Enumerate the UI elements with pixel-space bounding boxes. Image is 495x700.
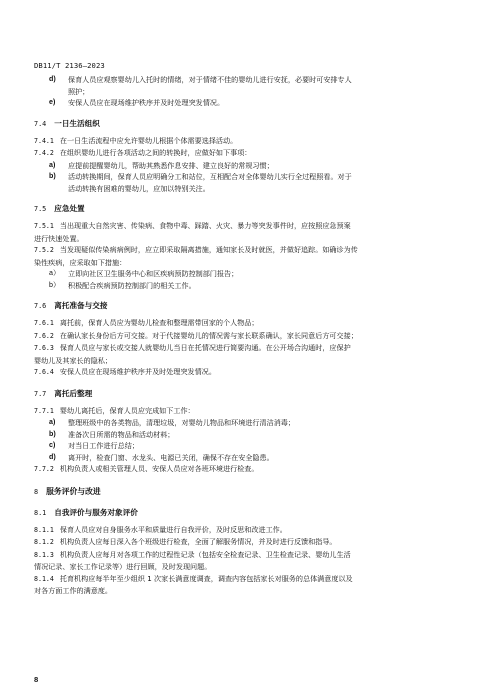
clause-text: 当发现疑似传染病病例时，应立即采取隔离措施，通知家长及时就医，并做好追踪。如确诊为传 (59, 245, 358, 254)
clause-continuation (34, 561, 464, 573)
clause-text: 染性疾病，应采取如下措施： (34, 257, 127, 267)
clause-paragraph (34, 244, 464, 257)
list-item (34, 160, 464, 172)
clause-text: 在组织婴幼儿进行各项活动之间的转换时，应做好如下事项： (59, 148, 252, 157)
list-marker: c) (49, 441, 56, 449)
list-item-text: 照护； (68, 86, 90, 96)
list-item (34, 74, 464, 86)
clause-text: 当出现重大自然灾害、传染病、食物中毒、踩踏、火灾、暴力等突发事件时，应按照应急预案 (59, 221, 351, 230)
heading-number: 7.5 (34, 205, 47, 213)
document-body (34, 74, 464, 597)
document-id: DB11/T 2136—2023 (34, 61, 105, 70)
list-item (34, 97, 464, 109)
list-item-text: 安保人员应在现场维护秩序并及时处理突发情况。 (68, 98, 225, 107)
list-item (34, 440, 464, 452)
section-heading (34, 486, 464, 498)
clause-text: 对各方面工作的满意度。 (34, 586, 113, 595)
clause-text: 在一日生活流程中应允许婴幼儿根据个体需要选择活动。 (59, 135, 238, 145)
clause-paragraph (34, 405, 464, 418)
heading-number: 7.6 (34, 302, 47, 310)
heading-number: 7.7 (34, 389, 47, 398)
clause-paragraph (34, 330, 464, 343)
list-item-text: 整理班级中的各类物品，清理垃圾，对婴幼儿物品和环境进行清洁消毒； (68, 418, 295, 427)
list-item (34, 171, 464, 183)
page-number: 8 (34, 675, 39, 684)
subsection-heading (34, 388, 464, 400)
clause-paragraph (34, 536, 464, 549)
clause-number: 8.1.2 (34, 538, 54, 546)
clause-text: 安保人员应在现场维护秩序并及时处理突发情况。 (59, 367, 216, 376)
clause-text: 保育人员应与家长或交接人就婴幼儿当日在托情况进行简要沟通。在公开场合沟通时，应保护 (59, 343, 351, 352)
clause-text: 机构负责人应每月对各项工作的过程性记录（包括安全检查记录、卫生检查记录、婴幼儿生活 (59, 549, 351, 559)
clause-paragraph (34, 220, 464, 233)
list-item (34, 280, 464, 292)
clause-paragraph (34, 549, 464, 562)
clause-text: 婴幼儿离托后，保育人员应完成如下工作： (59, 405, 195, 415)
clause-text: 机构负责人应每日深入各个班级进行检查，全面了解服务情况，并及时进行反馈和指导。 (59, 537, 337, 546)
clause-continuation (34, 257, 464, 269)
list-item-text: 准备次日所需的物品和活动材料； (68, 429, 175, 439)
clause-number: 7.7.1 (34, 406, 54, 415)
subsection-heading (34, 118, 464, 130)
list-marker: b) (49, 429, 56, 438)
clause-text: 进行快速处置。 (34, 233, 84, 243)
list-indent (34, 86, 54, 98)
clause-text: 离托前，保育人员应为婴幼儿检查和整理需带回家的个人物品； (59, 318, 259, 327)
list-item-text: 积极配合疾病预防控制部门的相关工作。 (68, 280, 196, 290)
list-item-text: 对当日工作进行总结； (68, 441, 139, 450)
list-indent (34, 183, 54, 195)
clause-paragraph (34, 342, 464, 355)
clause-number: 7.5.2 (34, 246, 54, 254)
clause-text: 情况记录、家长工作记录等）进行回顾，及时发现问题。 (34, 562, 212, 571)
heading-text: 离托准备与交接 (54, 301, 108, 310)
clause-number: 7.6.1 (34, 319, 54, 327)
list-item (34, 268, 464, 280)
clause-continuation (34, 233, 464, 245)
list-marker: a) (49, 160, 56, 169)
list-marker: b) (49, 172, 56, 180)
list-marker: e) (49, 98, 56, 106)
list-marker: a) (49, 418, 56, 426)
heading-text: 自我评价与服务对象评价 (54, 507, 138, 517)
clause-text: 婴幼儿及其家长的隐私； (34, 355, 113, 365)
list-item (34, 429, 464, 441)
list-item-continuation (34, 86, 464, 98)
clause-text: 保育人员应对自身服务水平和质量进行自我评价，及时反思和改进工作。 (59, 524, 287, 534)
heading-number: 8 (34, 487, 39, 496)
list-item-text: 活动转换有困难的婴幼儿，应加以特别关注。 (68, 183, 210, 193)
list-item (34, 452, 464, 464)
list-item-text: 立即向社区卫生服务中心和区疾病预防控制部门报告； (68, 269, 239, 278)
list-item-text: 活动转换期间，保育人员应明确分工和站位，互相配合对全体婴幼儿实行全过程照看。对于 (68, 172, 352, 181)
clause-number: 7.5.1 (34, 222, 54, 230)
clause-continuation (34, 585, 464, 597)
clause-paragraph (34, 573, 464, 586)
clause-number: 7.4.1 (34, 136, 54, 145)
clause-continuation (34, 355, 464, 367)
list-item (34, 417, 464, 429)
clause-text: 机构负责人或相关管理人员、安保人员应对各班环境进行检查。 (59, 464, 259, 473)
clause-text: 托育机构应每半年至少组织 1 次家长满意度调查，调查内容包括家长对服务的总体满意度以及 (59, 573, 353, 583)
heading-text: 一日生活组织 (54, 118, 100, 128)
clause-paragraph (34, 524, 464, 537)
heading-text: 服务评价与改进 (46, 486, 101, 496)
list-marker: a） (49, 269, 61, 277)
clause-paragraph (34, 135, 464, 148)
list-item-continuation (34, 183, 464, 195)
clause-paragraph (34, 147, 464, 160)
subsection-heading (34, 300, 464, 312)
subsection-heading (34, 507, 464, 519)
clause-number: 7.7.2 (34, 465, 54, 473)
clause-number: 8.1.1 (34, 525, 54, 534)
list-item-text: 保育人员应观察婴幼儿入托时的情绪，对于情绪不佳的婴幼儿进行安抚，必要时可安排专人 (68, 75, 352, 84)
heading-number: 8.1 (34, 508, 47, 517)
subsection-heading (34, 203, 464, 215)
list-marker: d) (49, 452, 56, 461)
heading-text: 离托后整理 (54, 388, 93, 398)
clause-number: 7.6.3 (34, 344, 54, 352)
clause-paragraph (34, 463, 464, 476)
clause-text: 在确认家长身份后方可交接。对于代接婴幼儿的情况需与家长联系确认，家长同意后方可交接； (59, 330, 358, 340)
clause-number: 8.1.4 (34, 574, 54, 583)
clause-paragraph (34, 366, 464, 379)
list-marker: d) (49, 75, 56, 83)
heading-text: 应急处置 (54, 204, 85, 213)
heading-number: 7.4 (34, 119, 47, 128)
list-marker: b） (49, 280, 61, 289)
clause-number: 7.6.2 (34, 331, 54, 340)
clause-number: 8.1.3 (34, 550, 54, 559)
clause-paragraph (34, 317, 464, 330)
list-item-text: 离开时，检查门窗、水龙头、电源已关闭，确保不存在安全隐患。 (68, 452, 274, 462)
clause-number: 7.4.2 (34, 149, 54, 157)
clause-number: 7.6.4 (34, 368, 54, 376)
list-item-text: 应提前提醒婴幼儿，帮助其熟悉作息安排、建立良好的常规习惯； (68, 160, 274, 170)
